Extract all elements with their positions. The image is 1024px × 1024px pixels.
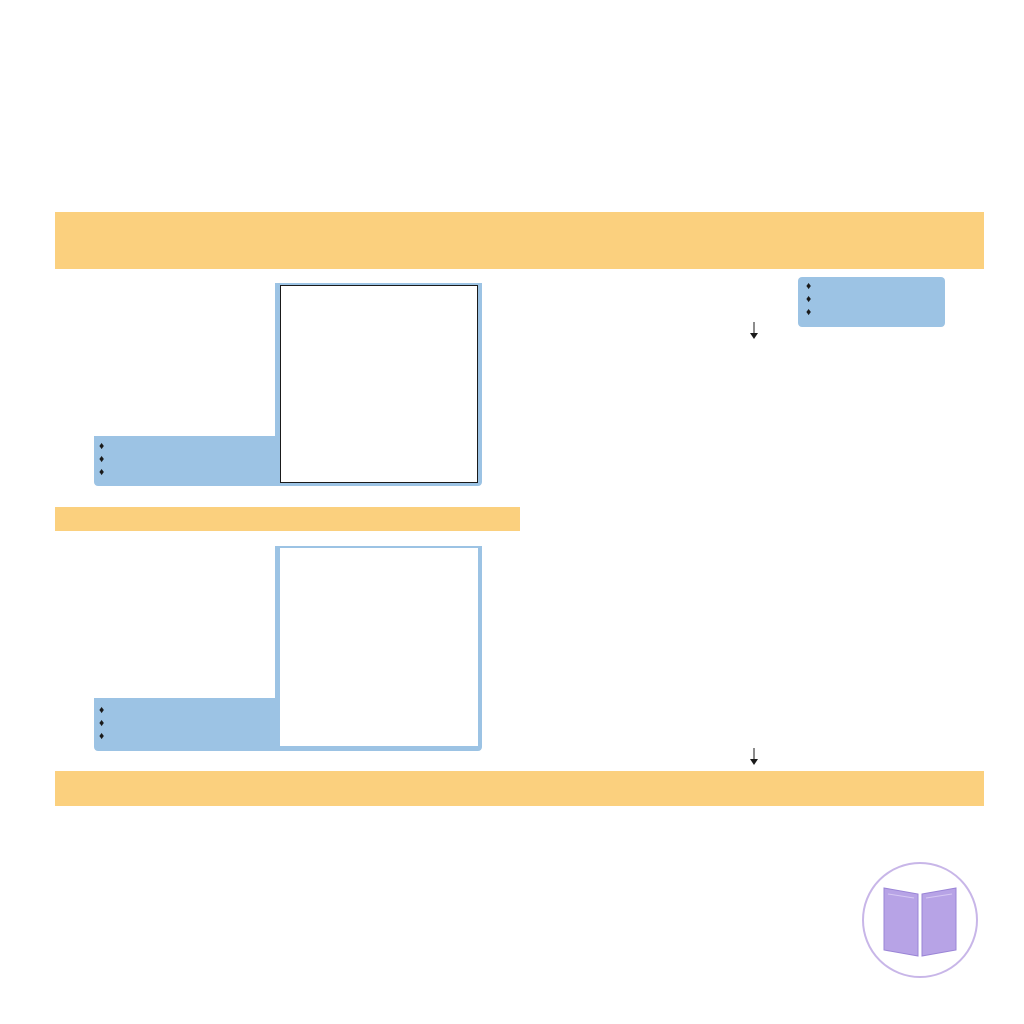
- maze-entry-arrow: [750, 322, 758, 339]
- top-band: [55, 212, 984, 269]
- sudoku-title-band: [55, 507, 520, 531]
- bridge-maze-skills: [798, 277, 945, 327]
- skill-item: ♦: [806, 294, 812, 305]
- skill-item: ♦: [99, 705, 105, 716]
- book-icon: [864, 864, 976, 976]
- skill-item: ♦: [99, 454, 105, 465]
- shape-link-skills: [99, 440, 274, 479]
- skill-item: ♦: [806, 281, 812, 292]
- sudoku-skills: [99, 704, 274, 743]
- skill-item: ♦: [99, 718, 105, 729]
- maze-exit-arrow: [750, 748, 758, 765]
- junior-page-logo: [862, 862, 978, 978]
- shape-link-grid: [280, 285, 478, 483]
- sudoku-grid: [280, 548, 478, 746]
- skill-item: ♦: [806, 307, 812, 318]
- bridge-maze: [590, 322, 920, 767]
- skill-item: ♦: [99, 441, 105, 452]
- bottom-band: [55, 771, 984, 806]
- skill-item: ♦: [99, 731, 105, 742]
- skill-item: ♦: [99, 467, 105, 478]
